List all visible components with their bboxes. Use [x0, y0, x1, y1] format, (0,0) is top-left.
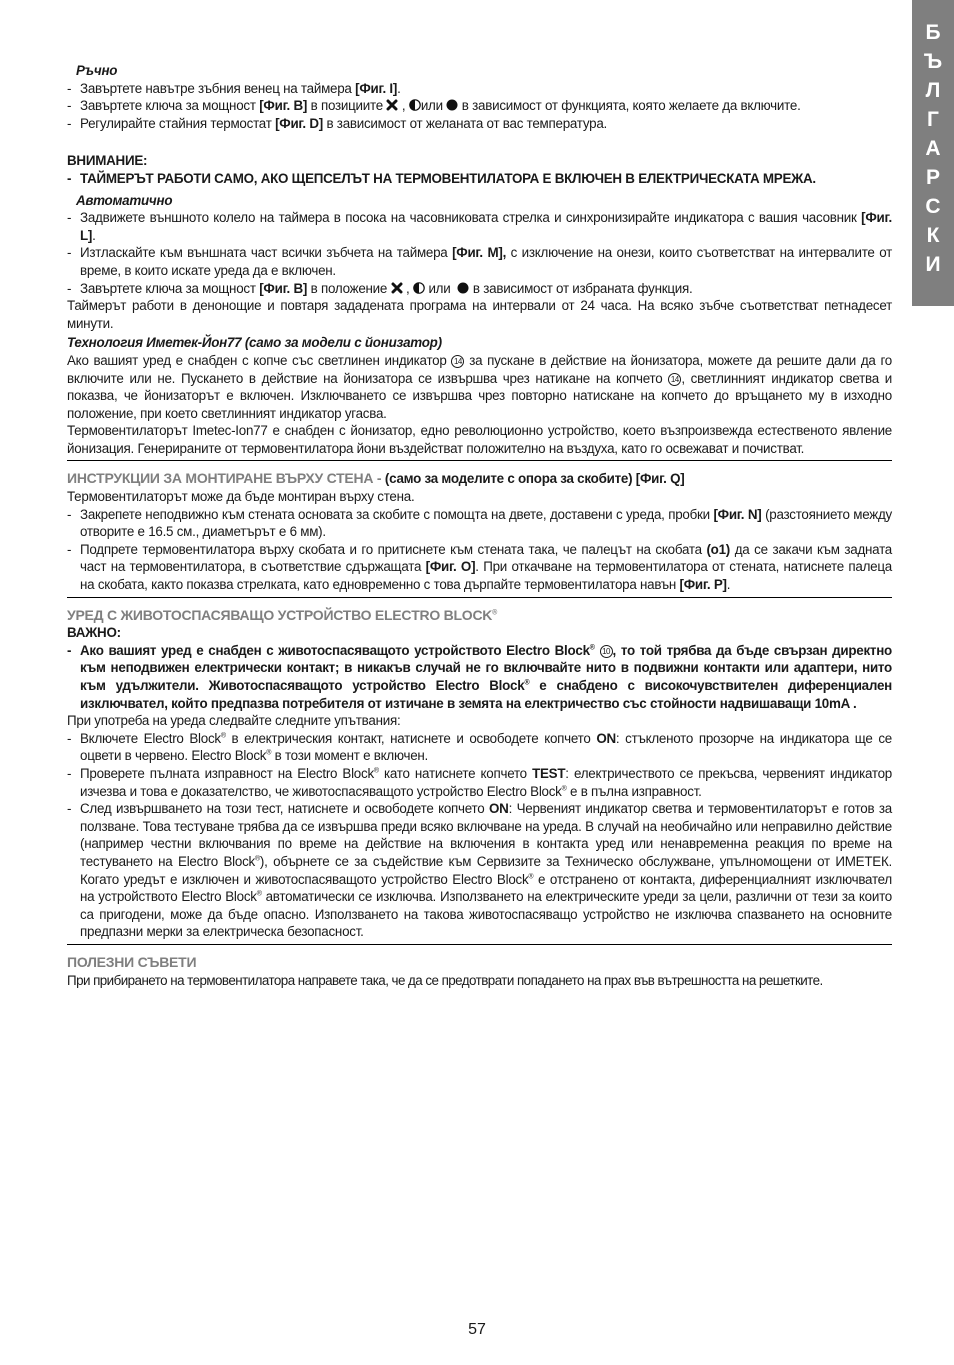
important-text: - Ако вашият уред е снабден с животоспасяващото устройството Electro Block® 10 , то той трябва да бъде свързан директно към неподвижен електрически контакт; в никакъв случай не го включвайте нито в подвижни контакти или адаптери, нито към удължители. Животоспасяващото устройство Electro Block® е снабдено с високочувствителен диференциален изключвател, който предпазва потребителя от изтичане в земята на електричество със стойности надвишаващи 10mA .: [67, 642, 892, 712]
wall-section-title: ИНСТРУКЦИИ ЗА МОНТИРАНЕ ВЪРХУ СТЕНА - (само за моделите с опора за скобите) [Фиг. Q]: [67, 470, 685, 487]
ionizer-heading: Технология Иметек-Йон77 (само за модели с йонизатор): [67, 335, 442, 351]
list-item: - Изтласкайте към външната част всички зъбчета на таймера [Фиг. M], с изключение на онези, които съответстват на интервалите от време, в които искате уреда да е включен.: [67, 244, 892, 279]
list-item: - Регулирайте стайния термостат [Фиг. D] в зависимост от желаната от вас температура.: [67, 115, 892, 133]
ionizer-paragraph-2: Термовентилаторът Imetec-Ion77 е снабден с йонизатор, едно революционно устройство, което възпроизвежда естественото явление йонизация. Генерираните от термовентилатора йони въздействат положително на въздуха, като го освежават и почистват.: [67, 423, 892, 456]
tips-section-title: ПОЛЕЗНИ СЪВЕТИ: [67, 953, 197, 970]
language-side-tab: [912, 0, 954, 306]
side-tab-letter: Л: [925, 79, 941, 102]
side-tab-letter: Б: [925, 21, 941, 44]
list-item: - Задвижете външното колело на таймера в посока на часовниковата стрелка и синхронизирайте индикатора с вашия часовник [Фиг. L].: [67, 209, 892, 244]
automatic-heading: Автоматично: [76, 192, 173, 208]
list-item: - Проверете пълната изправност на Electro Block® като натиснете копчето TEST: електричеството се прекъсва, червеният индикатор изчезва и това е доказателство, че животоспасяващото устройство Electro Block® е в пълна изправност.: [67, 765, 892, 800]
list-item: - Подпрете термовентилатора върху скобата и го притиснете към стената така, че палецът на скобата (o1) да се закачи към задната част на термовентилатора, в съответствие сдържащата [Фиг. O]. При откачване на термовентилатора от стената, натиснете палеца на скобата, както показва стрелката, като едновременно с това дърпайте термовентилатора навън [Фиг. P].: [67, 541, 892, 594]
side-tab-letter: И: [925, 253, 941, 276]
manual-heading: Ръчно: [76, 63, 118, 78]
warning-text: - ТАЙМЕРЪТ РАБОТИ САМО, АКО ЩЕПСЕЛЪТ НА ТЕРМОВЕНТИЛАТОРА Е ВКЛЮЧЕН В ЕЛЕКТРИЧЕСКАТА МРЕЖА.: [67, 170, 892, 188]
wall-list: [67, 506, 892, 594]
page-number: 57: [468, 1321, 486, 1338]
side-tab-letter: С: [925, 195, 941, 218]
important-label: ВАЖНО:: [67, 625, 121, 641]
fan-x-icon: [391, 282, 403, 294]
circled-number-icon: 10: [600, 645, 613, 658]
side-tab-letter: Р: [925, 166, 940, 189]
important-list: [67, 642, 892, 712]
half-moon-icon: [413, 282, 425, 294]
side-tab-letter: А: [925, 137, 941, 160]
section-divider: [67, 944, 892, 945]
manual-list: [67, 80, 892, 133]
automatic-note: Таймерът работи в денонощие и повтаря зададената програма на интервали от 24 часа. На всяко зъбче съответстват петнадесет минути.: [67, 298, 892, 331]
half-moon-icon: [409, 99, 421, 111]
list-item: - Завъртете ключа за мощност [Фиг. B] в позициите , или в зависимост от функцията, която желаете да включите.: [67, 97, 892, 115]
electro-block-section-title: УРЕД С ЖИВОТОСПАСЯВАЩО УСТРОЙСТВО ELECTRO BLOCK®: [67, 606, 498, 623]
list-item: - Включете Electro Block® в електрическия контакт, натиснете и освободете копчето ON: стъкленото прозорче на индикатора ще се оцвети в червено. Electro Block® в този момент е включен.: [67, 730, 892, 765]
list-item: - Закрепете неподвижно към стената основата за скобите с помощта на двете, доставени с уреда, пробки [Фиг. N] (разстоянието между отворите е 16.5 см., диаметърът е 6 мм).: [67, 506, 892, 541]
side-tab-letter: Г: [927, 108, 939, 131]
warning-list: [67, 170, 892, 188]
ionizer-paragraph-1: Ако вашият уред е снабден с копче със светлинен индикатор 14 за пускане в действие на йонизатора, можете да решите дали да го включите или не. Пускането в действие на йонизатора се извършва чрез натикане на копчето 14 , светлинният индикатор светва и показва, че йонизаторът е включен. Изключването се извършва чрез повторно натискане на копчето до връщането му в изходно положение, при което светлинният индикатор угасва.: [67, 352, 892, 421]
automatic-list: [67, 209, 892, 297]
wall-intro: Термовентилаторът може да бъде монтиран върху стена.: [67, 489, 415, 505]
fan-x-icon: [386, 99, 398, 111]
list-item: - Завъртете ключа за мощност [Фиг. B] в положение , или в зависимост от избраната функция.: [67, 280, 892, 298]
full-circle-icon: [457, 282, 469, 294]
document-body: [67, 62, 892, 989]
list-item: - След извършването на този тест, натиснете и освободете копчето ON: Червеният индикатор светва и термовентилаторът е готов за ползване. Това тестуване трябва да се извършва преди всяко включване на уреда. В случай на необичайно или неправилно действие (например честни включвания по време на действие на включения в контакта уред или ненавременна реакция по време на тестуването на Electro Block®), обърнете се за съдействие към Сервизите за Техническо обслужване, упълномощени от ИМЕТЕК. Когато уредът е изключен и животоспасяващото устройство Electro Block® е отстранено от контакта, диференциалният изключвател на устройството Electro Block® автоматически се изключва. Използването на електрическите уреди за цели, различни от тези за които са пригодени, може да бъде опасно. Използването на такова животоспасяващо устройство не изключва спазването на основните предпазни мерки за електрическа безопасност.: [67, 800, 892, 941]
circled-number-icon: 14: [451, 355, 464, 368]
section-divider: [67, 597, 892, 598]
usage-intro: При употреба на уреда следвайте следните упътвания:: [67, 713, 401, 729]
side-tab-letter: К: [926, 224, 940, 247]
full-circle-icon: [446, 99, 458, 111]
circled-number-icon: 14: [668, 373, 681, 386]
side-tab-letter: Ъ: [923, 50, 943, 73]
warning-title: ВНИМАНИЕ:: [67, 153, 148, 169]
tips-text: При прибирането на термовентилатора направете така, че да се предотврати попадането на прах във вътрешността на решетките.: [67, 972, 823, 988]
list-item: - Завъртете навътре зъбния венец на таймера [Фиг. I].: [67, 80, 892, 98]
usage-list: [67, 730, 892, 941]
section-divider: [67, 460, 892, 461]
